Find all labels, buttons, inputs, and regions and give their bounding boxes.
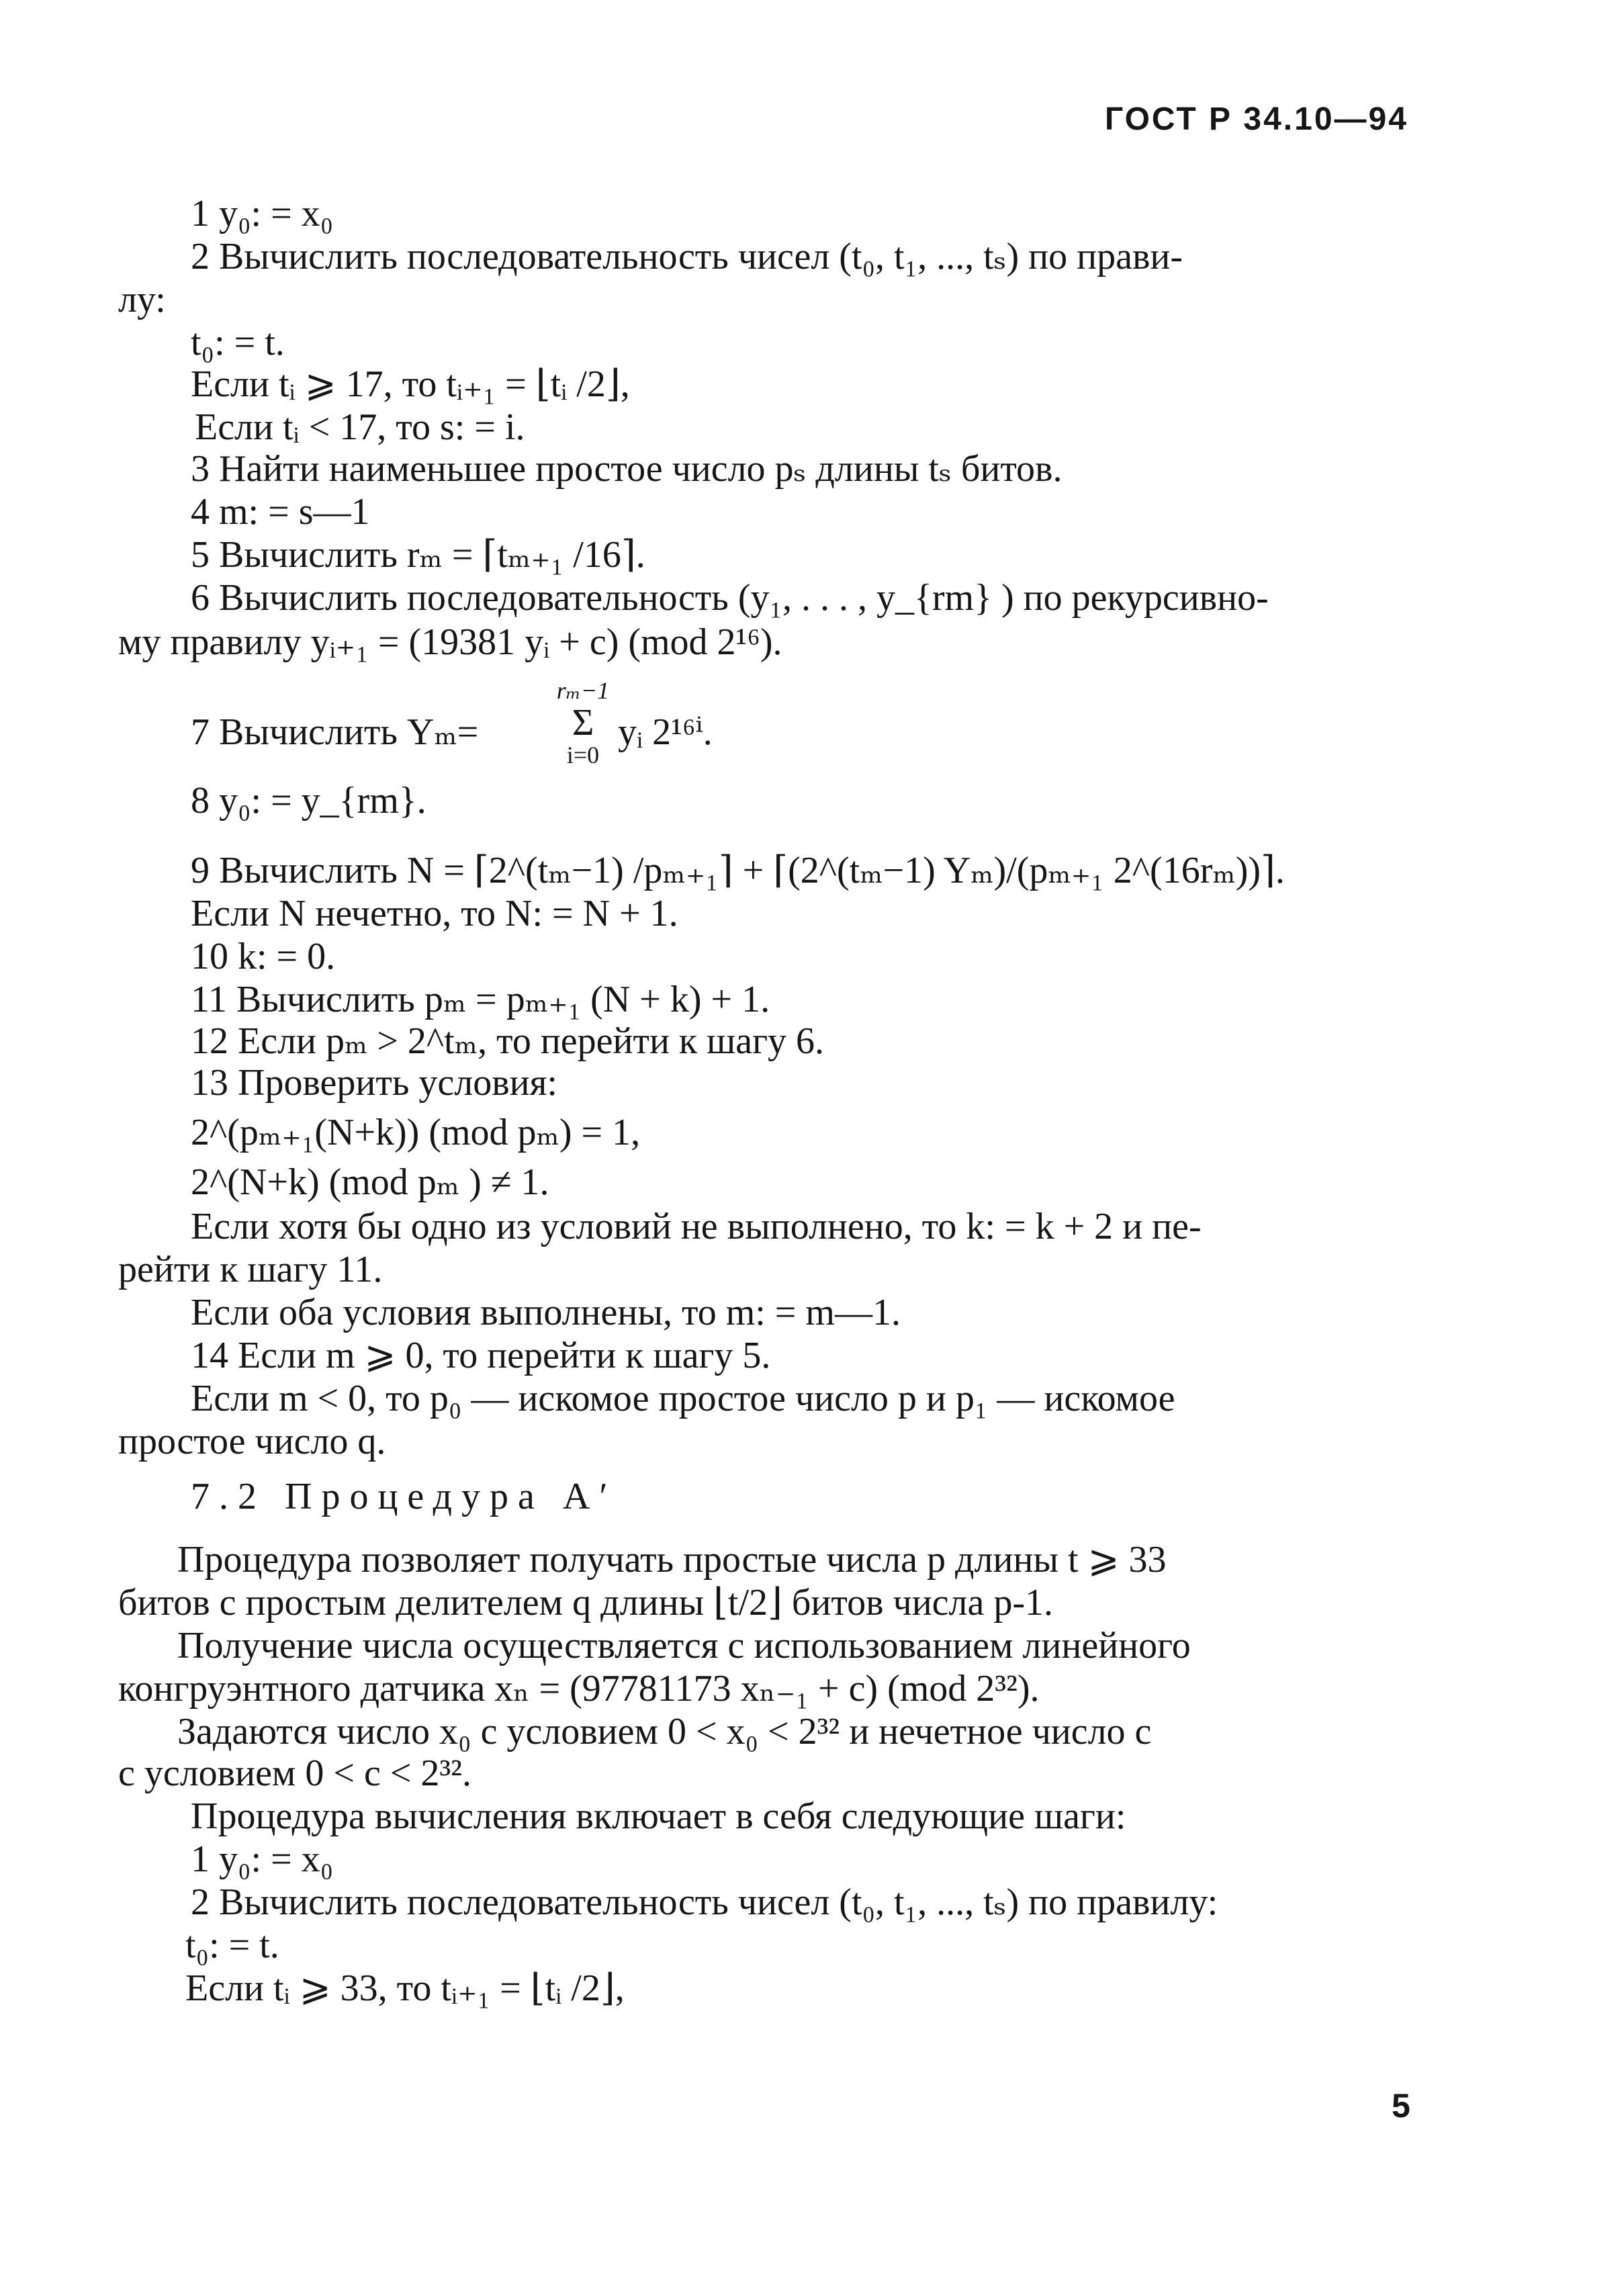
document-header: ГОСТ Р 34.10—94 [1105, 101, 1408, 137]
text-line: 13 Проверить условия: [191, 1062, 557, 1104]
text-line: 2^(pₘ₊₁(N+k)) (mod pₘ) = 1, [191, 1112, 641, 1153]
section-title: 7.2 Процедура A′ [191, 1476, 617, 1517]
text-line: 11 Вычислить pₘ = pₘ₊₁ (N + k) + 1. [191, 979, 770, 1020]
sum-operator [553, 677, 613, 768]
text-line: 2 Вычислить последовательность чисел (t₀, t₁, ..., tₛ) по прави- [191, 236, 1183, 277]
text-line: му правилу yᵢ₊₁ = (19381 yᵢ + c) (mod 2¹⁶). [118, 621, 782, 663]
sigma-symbol: Σ [572, 702, 594, 744]
text-line: Если хотя бы одно из условий не выполнено, то k: = k + 2 и пе- [191, 1206, 1202, 1247]
page-number: 5 [1392, 2087, 1410, 2125]
text-line: 2 Вычислить последовательность чисел (t₀, t₁, ..., tₛ) по правилу: [191, 1881, 1218, 1923]
text-line: 1 y₀: = x₀ [191, 1838, 334, 1880]
text-line: t₀: = t. [191, 322, 285, 363]
sum-label: 7 Вычислить Yₘ= [191, 711, 479, 753]
text-line: лу: [118, 279, 166, 320]
text-line: 3 Найти наименьшее простое число pₛ длины tₛ битов. [191, 448, 1063, 490]
text-line: Если m < 0, то p₀ — искомое простое число p и p₁ — искомое [191, 1378, 1175, 1419]
text-line: простое число q. [118, 1421, 386, 1462]
text-line: 9 Вычислить N = ⌈2^(tₘ−1) /pₘ₊₁⌉ + ⌈(2^(tₘ−1) Yₘ)/(pₘ₊₁ 2^(16rₘ))⌉. [191, 850, 1285, 891]
sum-upper-limit: rₘ−1 [556, 677, 610, 704]
text-line: t₀: = t. [185, 1924, 279, 1966]
text-line: с условием 0 < c < 2³². [118, 1752, 471, 1794]
text-line: Если tᵢ ⩾ 33, то tᵢ₊₁ = ⌊tᵢ /2⌋, [185, 1967, 625, 2009]
text-line: Если N нечетно, то N: = N + 1. [191, 893, 678, 934]
text-line: Если оба условия выполнены, то m: = m—1. [191, 1292, 901, 1333]
text-line: Процедура вычисления включает в себя следующие шаги: [191, 1795, 1126, 1837]
text-line: 1 y₀: = x₀ [191, 193, 334, 234]
sum-term: yᵢ 2¹⁶ⁱ. [618, 711, 713, 753]
text-line: рейти к шагу 11. [118, 1249, 383, 1290]
text-line: битов с простым делителем q длины ⌊t/2⌋ битов числа p-1. [118, 1582, 1053, 1623]
text-line: Процедура позволяет получать простые числа p длины t ⩾ 33 [177, 1539, 1167, 1581]
text-line: Если tᵢ < 17, то s: = i. [195, 406, 525, 448]
text-line: 8 y₀: = y_{rm}. [191, 780, 426, 821]
text-line: Получение числа осуществляется с использованием линейного [177, 1625, 1191, 1666]
text-line: конгруэнтного датчика xₙ = (97781173 xₙ₋₁ + c) (mod 2³²). [118, 1668, 1040, 1709]
text-line: 6 Вычислить последовательность (y₁, . . . , y_{rm} ) по рекурсивно- [191, 577, 1269, 619]
text-line: 5 Вычислить rₘ = ⌈tₘ₊₁ /16⌉. [191, 534, 645, 576]
text-line: 4 m: = s—1 [191, 491, 370, 533]
text-line: 10 k: = 0. [191, 936, 336, 977]
text-line: 2^(N+k) (mod pₘ ) ≠ 1. [191, 1161, 549, 1203]
sum-lower-limit: i=0 [566, 742, 600, 768]
text-line: 14 Если m ⩾ 0, то перейти к шагу 5. [191, 1335, 771, 1376]
text-line: 12 Если pₘ > 2^tₘ, то перейти к шагу 6. [191, 1020, 825, 1062]
text-line: Задаются число x₀ с условием 0 < x₀ < 2³² и нечетное число c [177, 1711, 1152, 1752]
text-line: Если tᵢ ⩾ 17, то tᵢ₊₁ = ⌊tᵢ /2⌋, [191, 363, 630, 405]
